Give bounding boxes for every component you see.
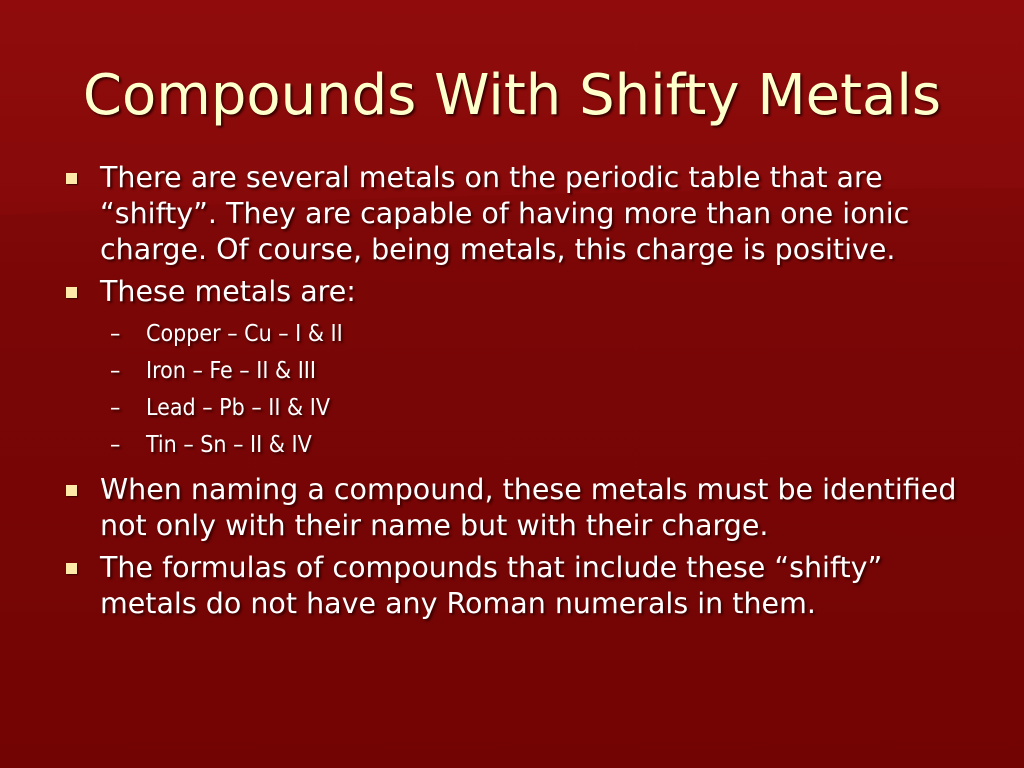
square-bullet-icon [66,287,77,298]
sub-bullet-text: Iron – Fe – II & III [146,358,316,384]
dash-bullet-icon: – [110,358,121,384]
slide-body [64,160,984,628]
bullet-text: When naming a compound, these metals must be identified not only with their name but with their charge. [100,473,957,542]
bullet-item [64,274,984,310]
bullet-item [64,550,984,622]
dash-bullet-icon: – [110,432,121,458]
square-bullet-icon [66,563,77,574]
sub-bullet-text: Lead – Pb – II & IV [146,395,330,421]
bullet-item [64,160,984,268]
dash-bullet-icon: – [110,321,121,347]
sub-bullet-item [64,390,984,427]
dash-bullet-icon: – [110,395,121,421]
bullet-text: There are several metals on the periodic table that are “shifty”. They are capable of having more than one ionic charge. Of course, being metals, this charge is positive. [100,161,910,266]
sub-bullet-text: Copper – Cu – I & II [146,321,343,347]
sub-bullet-item [64,316,984,353]
sub-bullet-item [64,353,984,390]
bullet-text: The formulas of compounds that include these “shifty” metals do not have any Roman numerals in them. [100,551,883,620]
sub-bullet-text: Tin – Sn – II & IV [146,432,312,458]
metal-list [64,316,984,464]
bullet-item [64,472,984,544]
bullet-text: These metals are: [100,275,356,308]
square-bullet-icon [66,485,77,496]
sub-bullet-item [64,427,984,464]
square-bullet-icon [66,173,77,184]
slide-title: Compounds With Shifty Metals [82,63,942,128]
